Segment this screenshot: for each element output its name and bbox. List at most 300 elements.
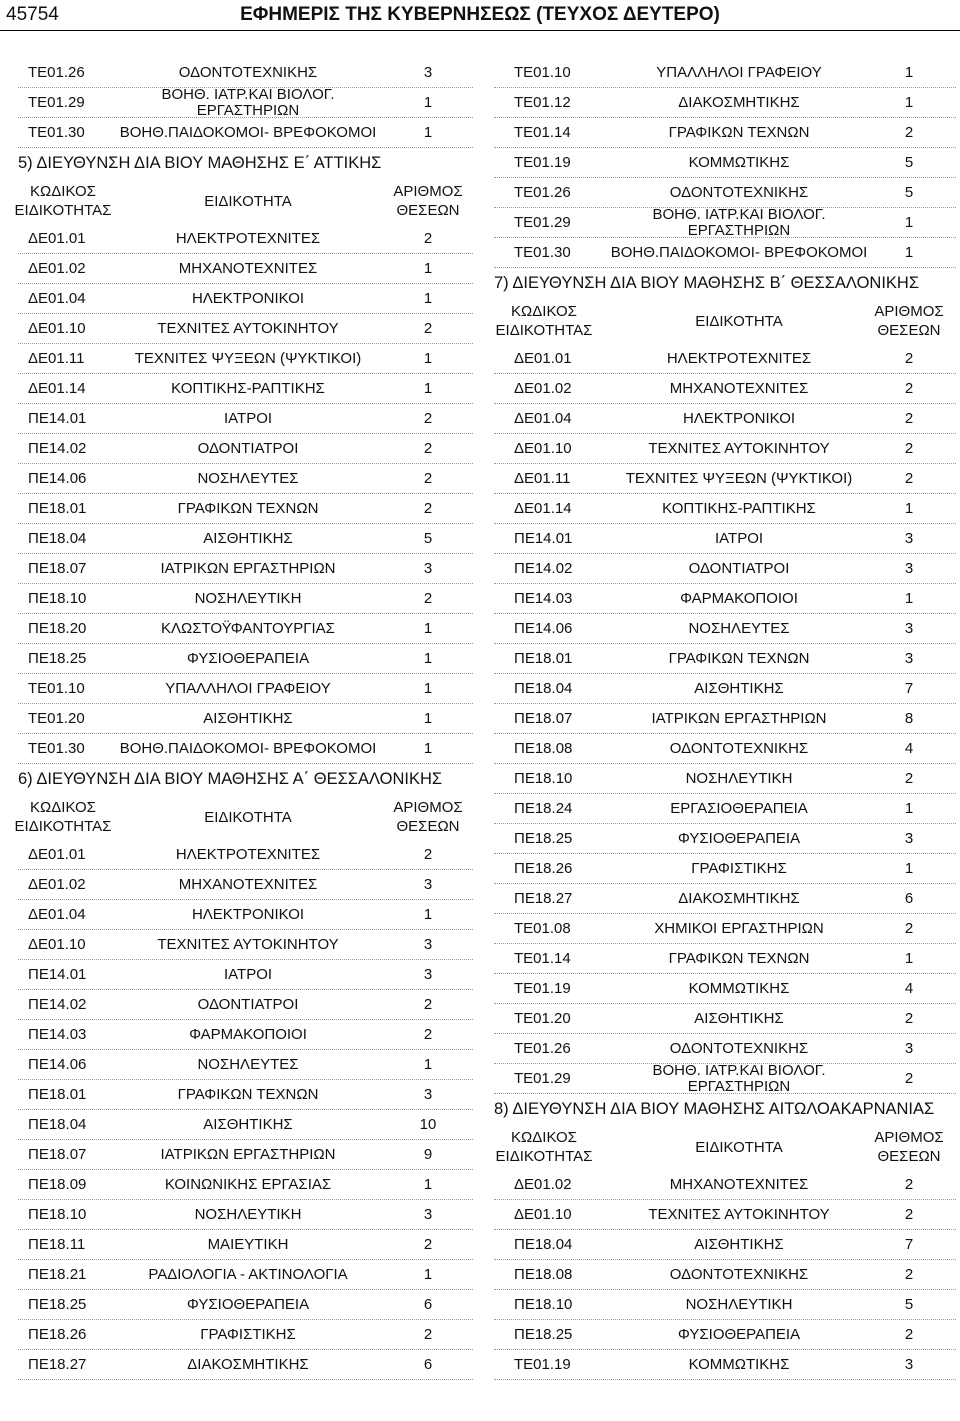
table-row: [484, 1290, 956, 1320]
specialty-code: ΠΕ18.10: [28, 1206, 87, 1223]
specialty-name: ΗΛΕΚΤΡΟΝΙΚΟΙ: [191, 906, 305, 923]
positions-count: 2: [904, 920, 914, 937]
specialty-name: ΒΟΗΘ.ΠΑΙΔΟΚΟΜΟΙ- ΒΡΕΦΟΚΟΜΟΙ: [610, 244, 868, 261]
table-row: [8, 674, 473, 704]
table-row: [8, 404, 473, 434]
positions-count: 2: [904, 1070, 914, 1087]
table-row: [8, 284, 473, 314]
specialty-name: ΟΔΟΝΤΟΤΕΧΝΙΚΗΣ: [669, 1040, 809, 1057]
header-divider: [0, 30, 960, 31]
specialty-name: ΜΗΧΑΝΟΤΕΧΝΙΤΕΣ: [178, 260, 318, 277]
positions-count: 2: [423, 1026, 433, 1043]
specialty-code: ΠΕ18.01: [28, 1086, 87, 1103]
specialty-name: ΟΔΟΝΤΙΑΤΡΟΙ: [688, 560, 790, 577]
positions-count: 2: [904, 770, 914, 787]
specialty-name: ΙΑΤΡΟΙ: [223, 410, 273, 427]
header-code: ΚΩΔΙΚΟΣ ΕΙΔΙΚΟΤΗΤΑΣ: [495, 1129, 593, 1165]
header-code: ΚΩΔΙΚΟΣ ΕΙΔΙΚΟΤΗΤΑΣ: [14, 799, 112, 835]
specialty-name: ΔΙΑΚΟΣΜΗΤΙΚΗΣ: [678, 890, 800, 907]
specialty-name: ΟΔΟΝΤΙΑΤΡΟΙ: [197, 440, 299, 457]
table-row: [8, 1320, 473, 1350]
table-row: [484, 734, 956, 764]
table-row: [484, 824, 956, 854]
specialty-code: ΔΕ01.10: [514, 440, 572, 457]
table-row: [484, 148, 956, 178]
table-row: [484, 374, 956, 404]
positions-count: 3: [423, 64, 433, 81]
positions-count: 10: [419, 1116, 437, 1133]
specialty-code: ΠΕ18.08: [514, 1266, 573, 1283]
positions-count: 7: [904, 1236, 914, 1253]
specialty-code: ΤΕ01.14: [514, 124, 571, 141]
specialty-name: ΔΙΑΚΟΣΜΗΤΙΚΗΣ: [187, 1356, 309, 1373]
specialty-name: ΒΟΗΘ. ΙΑΤΡ.ΚΑΙ ΒΙΟΛΟΓ. ΕΡΓΑΣΤΗΡΙΩΝ: [161, 86, 335, 119]
specialty-code: ΠΕ14.01: [514, 530, 573, 547]
positions-count: 1: [423, 380, 433, 397]
specialty-code: ΤΕ01.10: [514, 64, 571, 81]
table-header-row: [8, 178, 473, 224]
table-row: [8, 224, 473, 254]
table-row: [8, 1290, 473, 1320]
positions-count: 3: [423, 1206, 433, 1223]
specialty-code: ΠΕ18.07: [514, 710, 573, 727]
specialty-code: ΠΕ18.10: [514, 770, 573, 787]
table-row: [484, 464, 956, 494]
specialty-name: ΕΡΓΑΣΙΟΘΕΡΑΠΕΙΑ: [670, 800, 808, 817]
specialty-code: ΤΕ01.12: [514, 94, 571, 111]
table-row: [484, 404, 956, 434]
specialty-name: ΔΙΑΚΟΣΜΗΤΙΚΗΣ: [678, 94, 800, 111]
table-row: [484, 644, 956, 674]
table-row: [8, 870, 473, 900]
specialty-code: ΤΕ01.20: [28, 710, 85, 727]
table-header-row: [484, 298, 956, 344]
specialty-code: ΔΕ01.14: [514, 500, 572, 517]
positions-count: 1: [904, 244, 914, 261]
specialty-name: ΝΟΣΗΛΕΥΤΙΚΗ: [194, 590, 302, 607]
table-row: [8, 374, 473, 404]
specialty-code: ΠΕ18.07: [28, 560, 87, 577]
specialty-code: ΠΕ18.25: [514, 1326, 573, 1343]
table-row: [8, 554, 473, 584]
specialty-code: ΤΕ01.29: [28, 94, 85, 111]
table-row: [8, 1110, 473, 1140]
specialty-code: ΤΕ01.19: [514, 1356, 571, 1373]
specialty-name: ΒΟΗΘ. ΙΑΤΡ.ΚΑΙ ΒΙΟΛΟΓ. ΕΡΓΑΣΤΗΡΙΩΝ: [652, 206, 826, 239]
positions-count: 2: [904, 1010, 914, 1027]
specialty-name: ΝΟΣΗΛΕΥΤΕΣ: [688, 620, 790, 637]
positions-count: 2: [423, 1236, 433, 1253]
positions-count: 1: [423, 124, 433, 141]
header-specialty: ΕΙΔΙΚΟΤΗΤΑ: [695, 1138, 783, 1156]
specialty-name: ΧΗΜΙΚΟΙ ΕΡΓΑΣΤΗΡΙΩΝ: [654, 920, 824, 937]
positions-count: 1: [423, 290, 433, 307]
positions-count: 2: [423, 470, 433, 487]
page-number: 45754: [6, 4, 59, 25]
table-row: [484, 974, 956, 1004]
positions-count: 2: [904, 380, 914, 397]
positions-count: 1: [423, 710, 433, 727]
header-positions: ΑΡΙΘΜΟΣ ΘΕΣΕΩΝ: [393, 183, 463, 219]
specialty-code: ΠΕ18.04: [514, 680, 573, 697]
table-row: [484, 1200, 956, 1230]
positions-count: 2: [904, 350, 914, 367]
table-row: [484, 1170, 956, 1200]
specialty-name: ΙΑΤΡΟΙ: [223, 966, 273, 983]
positions-count: 2: [423, 590, 433, 607]
positions-count: 3: [423, 560, 433, 577]
specialty-code: ΤΕ01.30: [28, 740, 85, 757]
positions-count: 3: [423, 936, 433, 953]
table-row: [484, 1064, 956, 1094]
positions-count: 6: [423, 1356, 433, 1373]
table-row: [484, 524, 956, 554]
specialty-code: ΠΕ14.06: [28, 1056, 87, 1073]
specialty-name: ΚΟΜΜΩΤΙΚΗΣ: [688, 980, 790, 997]
table-row: [484, 238, 956, 268]
header-positions: ΑΡΙΘΜΟΣ ΘΕΣΕΩΝ: [874, 303, 944, 339]
table-row: [484, 794, 956, 824]
specialty-name: ΗΛΕΚΤΡΟΤΕΧΝΙΤΕΣ: [666, 350, 812, 367]
specialty-name: ΦΥΣΙΟΘΕΡΑΠΕΙΑ: [677, 830, 801, 847]
table-row: [8, 1200, 473, 1230]
specialty-name: ΦΥΣΙΟΘΕΡΑΠΕΙΑ: [186, 1296, 310, 1313]
specialty-name: ΙΑΤΡΟΙ: [714, 530, 764, 547]
specialty-name: ΜΗΧΑΝΟΤΕΧΝΙΤΕΣ: [669, 1176, 809, 1193]
positions-count: 3: [904, 560, 914, 577]
positions-count: 2: [423, 846, 433, 863]
specialty-name: ΑΙΣΘΗΤΙΚΗΣ: [203, 1116, 293, 1133]
table-row: [484, 704, 956, 734]
specialty-code: ΔΕ01.14: [28, 380, 86, 397]
positions-count: 2: [904, 1206, 914, 1223]
specialty-code: ΠΕ18.04: [28, 1116, 87, 1133]
specialty-code: ΔΕ01.10: [28, 320, 86, 337]
specialty-code: ΠΕ18.10: [514, 1296, 573, 1313]
table-row: [8, 344, 473, 374]
positions-count: 7: [904, 680, 914, 697]
specialty-name: ΒΟΗΘ. ΙΑΤΡ.ΚΑΙ ΒΙΟΛΟΓ. ΕΡΓΑΣΤΗΡΙΩΝ: [652, 1062, 826, 1095]
table-row: [8, 900, 473, 930]
table-row: [8, 930, 473, 960]
positions-count: 3: [904, 650, 914, 667]
positions-count: 2: [904, 1326, 914, 1343]
page-header: [0, 0, 960, 30]
specialty-code: ΔΕ01.04: [28, 290, 86, 307]
specialty-name: ΓΡΑΦΙΚΩΝ ΤΕΧΝΩΝ: [177, 1086, 319, 1103]
specialty-name: ΜΑΙΕΥΤΙΚΗ: [207, 1236, 289, 1253]
specialty-name: ΚΛΩΣΤΟΫΦΑΝΤΟΥΡΓΙΑΣ: [161, 620, 335, 637]
positions-count: 2: [423, 500, 433, 517]
section-title: [8, 148, 473, 178]
specialty-code: ΠΕ18.10: [28, 590, 87, 607]
specialty-code: ΤΕ01.26: [514, 184, 571, 201]
positions-count: 1: [904, 94, 914, 111]
specialty-code: ΠΕ14.02: [28, 996, 87, 1013]
page-title: ΕΦΗΜΕΡΙΣ ΤΗΣ ΚΥΒΕΡΝΗΣΕΩΣ (ΤΕΥΧΟΣ ΔΕΥΤΕΡΟ): [240, 4, 720, 25]
specialty-name: ΡΑΔΙΟΛΟΓΙΑ - ΑΚΤΙΝΟΛΟΓΙΑ: [148, 1266, 348, 1283]
specialty-name: ΑΙΣΘΗΤΙΚΗΣ: [694, 1236, 784, 1253]
specialty-code: ΔΕ01.10: [514, 1206, 572, 1223]
table-row: [484, 674, 956, 704]
specialty-code: ΠΕ18.27: [514, 890, 573, 907]
specialty-code: ΔΕ01.11: [514, 470, 571, 487]
specialty-name: ΑΙΣΘΗΤΙΚΗΣ: [694, 1010, 784, 1027]
specialty-name: ΒΟΗΘ.ΠΑΙΔΟΚΟΜΟΙ- ΒΡΕΦΟΚΟΜΟΙ: [119, 124, 377, 141]
specialty-code: ΤΕ01.20: [514, 1010, 571, 1027]
header-positions: ΑΡΙΘΜΟΣ ΘΕΣΕΩΝ: [393, 799, 463, 835]
table-row: [8, 1230, 473, 1260]
positions-count: 3: [423, 966, 433, 983]
table-row: [484, 344, 956, 374]
specialty-code: ΔΕ01.02: [514, 380, 572, 397]
specialty-code: ΠΕ18.26: [514, 860, 573, 877]
positions-count: 3: [904, 1040, 914, 1057]
specialty-code: ΠΕ14.02: [514, 560, 573, 577]
specialty-name: ΥΠΑΛΛΗΛΟΙ ΓΡΑΦΕΙΟΥ: [656, 64, 822, 81]
specialty-code: ΠΕ18.27: [28, 1356, 87, 1373]
specialty-name: ΚΟΜΜΩΤΙΚΗΣ: [688, 1356, 790, 1373]
specialty-code: ΠΕ14.06: [28, 470, 87, 487]
specialty-code: ΤΕ01.26: [514, 1040, 571, 1057]
table-row: [8, 58, 473, 88]
specialty-code: ΠΕ18.01: [514, 650, 573, 667]
table-row: [484, 854, 956, 884]
positions-count: 1: [904, 860, 914, 877]
table-row: [8, 434, 473, 464]
table-row: [8, 254, 473, 284]
specialty-name: ΤΕΧΝΙΤΕΣ ΑΥΤΟΚΙΝΗΤΟΥ: [648, 1206, 830, 1223]
table-row: [8, 840, 473, 870]
table-row: [484, 178, 956, 208]
positions-count: 1: [904, 64, 914, 81]
specialty-name: ΟΔΟΝΤΟΤΕΧΝΙΚΗΣ: [669, 740, 809, 757]
specialty-name: ΓΡΑΦΙΣΤΙΚΗΣ: [200, 1326, 296, 1343]
table-row: [484, 434, 956, 464]
specialty-code: ΔΕ01.02: [514, 1176, 572, 1193]
specialty-name: ΟΔΟΝΤΟΤΕΧΝΙΚΗΣ: [669, 1266, 809, 1283]
table-row: [484, 1004, 956, 1034]
table-row: [8, 524, 473, 554]
specialty-code: ΠΕ18.04: [28, 530, 87, 547]
positions-count: 5: [904, 154, 914, 171]
specialty-code: ΤΕ01.29: [514, 214, 571, 231]
header-code: ΚΩΔΙΚΟΣ ΕΙΔΙΚΟΤΗΤΑΣ: [14, 183, 112, 219]
positions-count: 5: [904, 184, 914, 201]
header-positions: ΑΡΙΘΜΟΣ ΘΕΣΕΩΝ: [874, 1129, 944, 1165]
specialty-code: ΠΕ18.08: [514, 740, 573, 757]
positions-count: 1: [423, 1056, 433, 1073]
positions-count: 2: [423, 410, 433, 427]
section-title: [484, 268, 956, 298]
specialty-name: ΦΥΣΙΟΘΕΡΑΠΕΙΑ: [186, 650, 310, 667]
specialty-name: ΝΟΣΗΛΕΥΤΙΚΗ: [685, 770, 793, 787]
specialty-code: ΔΕ01.01: [514, 350, 572, 367]
positions-count: 1: [423, 906, 433, 923]
specialty-name: ΓΡΑΦΙΣΤΙΚΗΣ: [691, 860, 787, 877]
table-row: [484, 584, 956, 614]
specialty-code: ΠΕ18.25: [514, 830, 573, 847]
table-row: [8, 734, 473, 764]
specialty-name: ΦΑΡΜΑΚΟΠΟΙΟΙ: [680, 590, 798, 607]
positions-count: 2: [904, 440, 914, 457]
specialty-name: ΤΕΧΝΙΤΕΣ ΨΥΞΕΩΝ (ΨΥΚΤΙΚΟΙ): [625, 470, 853, 487]
table-row: [8, 644, 473, 674]
specialty-name: ΒΟΗΘ.ΠΑΙΔΟΚΟΜΟΙ- ΒΡΕΦΟΚΟΜΟΙ: [119, 740, 377, 757]
specialty-code: ΠΕ18.26: [28, 1326, 87, 1343]
specialty-code: ΤΕ01.19: [514, 154, 571, 171]
table-row: [8, 314, 473, 344]
table-row: [8, 1260, 473, 1290]
table-row: [484, 554, 956, 584]
specialty-code: ΤΕ01.30: [28, 124, 85, 141]
specialty-name: ΓΡΑΦΙΚΩΝ ΤΕΧΝΩΝ: [668, 950, 810, 967]
positions-count: 1: [423, 620, 433, 637]
positions-count: 2: [423, 320, 433, 337]
specialty-name: ΗΛΕΚΤΡΟΝΙΚΟΙ: [682, 410, 796, 427]
specialty-code: ΠΕ14.06: [514, 620, 573, 637]
positions-count: 1: [904, 214, 914, 231]
specialty-name: ΑΙΣΘΗΤΙΚΗΣ: [203, 530, 293, 547]
specialty-name: ΦΑΡΜΑΚΟΠΟΙΟΙ: [189, 1026, 307, 1043]
header-code: ΚΩΔΙΚΟΣ ΕΙΔΙΚΟΤΗΤΑΣ: [495, 303, 593, 339]
table-row: [484, 88, 956, 118]
table-row: [8, 1140, 473, 1170]
positions-count: 1: [423, 260, 433, 277]
section-title-text: 7) ΔΙΕΥΘΥΝΣΗ ΔΙΑ ΒΙΟΥ ΜΑΘΗΣΗΣ Β΄ ΘΕΣΣΑΛΟΝΙΚΗΣ: [494, 274, 920, 292]
table-row: [484, 944, 956, 974]
table-row: [8, 614, 473, 644]
specialty-code: ΤΕ01.08: [514, 920, 571, 937]
specialty-name: ΑΙΣΘΗΤΙΚΗΣ: [203, 710, 293, 727]
positions-count: 2: [423, 996, 433, 1013]
specialty-code: ΔΕ01.02: [28, 260, 86, 277]
specialty-code: ΤΕ01.26: [28, 64, 85, 81]
specialty-name: ΚΟΠΤΙΚΗΣ-ΡΑΠΤΙΚΗΣ: [171, 380, 325, 397]
specialty-name: ΥΠΑΛΛΗΛΟΙ ΓΡΑΦΕΙΟΥ: [165, 680, 331, 697]
table-row: [8, 990, 473, 1020]
positions-count: 3: [423, 1086, 433, 1103]
specialty-code: ΠΕ18.07: [28, 1146, 87, 1163]
specialty-name: ΟΔΟΝΤΟΤΕΧΝΙΚΗΣ: [669, 184, 809, 201]
positions-count: 1: [904, 500, 914, 517]
specialty-name: ΤΕΧΝΙΤΕΣ ΨΥΞΕΩΝ (ΨΥΚΤΙΚΟΙ): [134, 350, 362, 367]
specialty-code: ΔΕ01.04: [28, 906, 86, 923]
table-row: [484, 208, 956, 238]
positions-count: 2: [423, 230, 433, 247]
positions-count: 1: [423, 94, 433, 111]
positions-count: 5: [904, 1296, 914, 1313]
specialty-code: ΤΕ01.14: [514, 950, 571, 967]
section-title-text: 8) ΔΙΕΥΘΥΝΣΗ ΔΙΑ ΒΙΟΥ ΜΑΘΗΣΗΣ ΑΙΤΩΛΟΑΚΑΡΝΑΝΙΑΣ: [494, 1100, 935, 1118]
specialty-name: ΤΕΧΝΙΤΕΣ ΑΥΤΟΚΙΝΗΤΟΥ: [648, 440, 830, 457]
section-title-text: 5) ΔΙΕΥΘΥΝΣΗ ΔΙΑ ΒΙΟΥ ΜΑΘΗΣΗΣ Ε΄ ΑΤΤΙΚΗΣ: [18, 154, 382, 172]
right-column: [484, 58, 956, 1380]
specialty-name: ΝΟΣΗΛΕΥΤΕΣ: [197, 1056, 299, 1073]
table-row: [8, 704, 473, 734]
specialty-code: ΔΕ01.11: [28, 350, 85, 367]
specialty-name: ΝΟΣΗΛΕΥΤΙΚΗ: [685, 1296, 793, 1313]
positions-count: 4: [904, 980, 914, 997]
positions-count: 2: [904, 410, 914, 427]
specialty-code: ΠΕ18.01: [28, 500, 87, 517]
specialty-name: ΙΑΤΡΙΚΩΝ ΕΡΓΑΣΤΗΡΙΩΝ: [160, 560, 336, 577]
specialty-code: ΠΕ18.04: [514, 1236, 573, 1253]
specialty-code: ΠΕ18.09: [28, 1176, 87, 1193]
specialty-code: ΔΕ01.01: [28, 846, 86, 863]
header-specialty: ΕΙΔΙΚΟΤΗΤΑ: [695, 312, 783, 330]
specialty-code: ΠΕ14.01: [28, 410, 87, 427]
positions-count: 3: [904, 830, 914, 847]
specialty-name: ΟΔΟΝΤΟΤΕΧΝΙΚΗΣ: [178, 64, 318, 81]
specialty-code: ΠΕ18.25: [28, 1296, 87, 1313]
specialty-name: ΚΟΙΝΩΝΙΚΗΣ ΕΡΓΑΣΙΑΣ: [164, 1176, 332, 1193]
specialty-code: ΠΕ18.24: [514, 800, 573, 817]
specialty-name: ΝΟΣΗΛΕΥΤΕΣ: [197, 470, 299, 487]
table-header-row: [8, 794, 473, 840]
positions-count: 1: [423, 650, 433, 667]
table-row: [484, 494, 956, 524]
positions-count: 4: [904, 740, 914, 757]
specialty-name: ΚΟΜΜΩΤΙΚΗΣ: [688, 154, 790, 171]
positions-count: 2: [904, 124, 914, 141]
positions-count: 1: [904, 590, 914, 607]
table-row: [484, 58, 956, 88]
specialty-name: ΓΡΑΦΙΚΩΝ ΤΕΧΝΩΝ: [668, 124, 810, 141]
specialty-code: ΠΕ18.20: [28, 620, 87, 637]
table-row: [484, 1034, 956, 1064]
positions-count: 6: [904, 890, 914, 907]
table-row: [8, 960, 473, 990]
positions-count: 1: [423, 740, 433, 757]
positions-count: 1: [904, 800, 914, 817]
table-row: [8, 1050, 473, 1080]
table-row: [484, 1230, 956, 1260]
specialty-code: ΠΕ14.02: [28, 440, 87, 457]
specialty-code: ΠΕ18.25: [28, 650, 87, 667]
specialty-code: ΔΕ01.02: [28, 876, 86, 893]
specialty-name: ΜΗΧΑΝΟΤΕΧΝΙΤΕΣ: [669, 380, 809, 397]
specialty-name: ΙΑΤΡΙΚΩΝ ΕΡΓΑΣΤΗΡΙΩΝ: [651, 710, 827, 727]
positions-count: 8: [904, 710, 914, 727]
table-row: [8, 584, 473, 614]
specialty-code: ΔΕ01.10: [28, 936, 86, 953]
table-header-row: [484, 1124, 956, 1170]
positions-count: 2: [904, 470, 914, 487]
specialty-name: ΓΡΑΦΙΚΩΝ ΤΕΧΝΩΝ: [177, 500, 319, 517]
table-row: [484, 884, 956, 914]
positions-count: 6: [423, 1296, 433, 1313]
specialty-code: ΠΕ14.03: [514, 590, 573, 607]
table-row: [484, 764, 956, 794]
positions-count: 1: [904, 950, 914, 967]
specialty-name: ΗΛΕΚΤΡΟΝΙΚΟΙ: [191, 290, 305, 307]
specialty-code: ΔΕ01.01: [28, 230, 86, 247]
specialty-name: ΚΟΠΤΙΚΗΣ-ΡΑΠΤΙΚΗΣ: [662, 500, 816, 517]
section-title: [484, 1094, 956, 1124]
specialty-name: ΦΥΣΙΟΘΕΡΑΠΕΙΑ: [677, 1326, 801, 1343]
table-row: [8, 1170, 473, 1200]
section-title: [8, 764, 473, 794]
table-row: [484, 614, 956, 644]
table-row: [8, 494, 473, 524]
specialty-name: ΑΙΣΘΗΤΙΚΗΣ: [694, 680, 784, 697]
specialty-name: ΗΛΕΚΤΡΟΤΕΧΝΙΤΕΣ: [175, 230, 321, 247]
table-row: [484, 1260, 956, 1290]
specialty-code: ΔΕ01.04: [514, 410, 572, 427]
specialty-name: ΓΡΑΦΙΚΩΝ ΤΕΧΝΩΝ: [668, 650, 810, 667]
specialty-code: ΤΕ01.10: [28, 680, 85, 697]
